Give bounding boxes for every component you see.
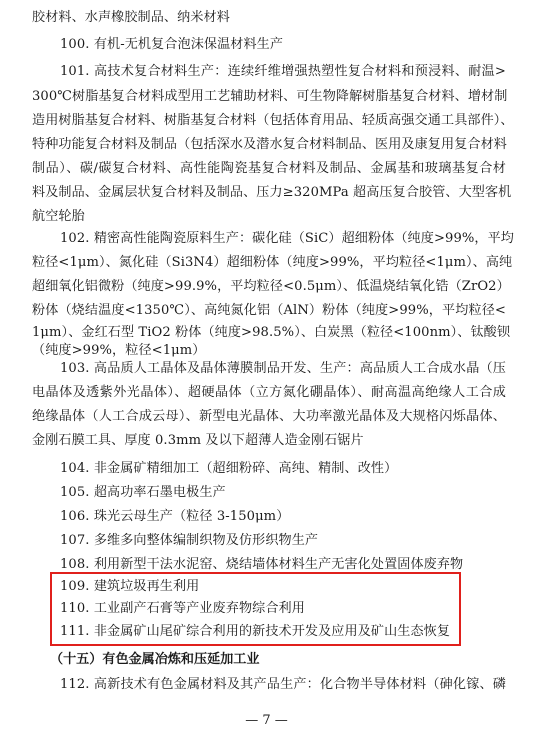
item-102-line-3: 超细氧化铝微粉（纯度>99.9%，平均粒径<0.5μm）、低温烧结氧化锆（ZrO2） (32, 279, 510, 294)
item-103-line-4: 金刚石膜工具、厚度 0.3mm 及以下超薄人造金刚石锯片 (32, 433, 364, 448)
item-102-line-5: 1μm）、金红石型 TiO2 粉体（纯度>98.5%）、白炭黑（粒径<100nm）、钛酸钡 (32, 325, 511, 340)
item-108: 108. 利用新型干法水泥窑、烧结墙体材料生产无害化处置固体废弃物 (60, 557, 464, 572)
item-100: 100. 有机-无机复合泡沫保温材料生产 (60, 37, 284, 52)
item-101-line-4: 特种功能复合材料及制品（包括深水及潜水复合材料制品、医用及康复用复合材料 (32, 137, 507, 152)
text-line-1: 胶材料、水声橡胶制品、纳米材料 (32, 10, 230, 25)
item-110: 110. 工业副产石膏等产业废弃物综合利用 (60, 601, 305, 616)
item-101-line-6: 料及制品、金属层状复合材料及制品、压力≥320MPa 超高压复合胶管、大型客机 (32, 185, 512, 200)
item-101-line-5: 制品）、碳/碳复合材料、高性能陶瓷基复合材料及制品、金属基和玻璃基复合材 (32, 161, 506, 176)
item-102-line-4: 粉体（烧结温度<1350℃）、高纯氮化铝（AlN）粉体（纯度>99%，平均粒径< (32, 303, 506, 318)
item-101-line-7: 航空轮胎 (32, 209, 85, 224)
item-106: 106. 珠光云母生产（粒径 3-150μm） (60, 509, 290, 524)
item-102-line-2: 粒径<1μm）、氮化硅（Si3N4）超细粉体（纯度>99%，平均粒径<1μm）、高纯 (32, 255, 513, 270)
item-102-line-6: （纯度>99%，粒径<1μm） (32, 343, 206, 358)
item-111: 111. 非金属矿山尾矿综合利用的新技术开发及应用及矿山生态恢复 (60, 624, 451, 639)
item-103-line-3: 绝缘晶体（人工合成云母）、新型电光晶体、大功率激光晶体及大规格闪烁晶体、 (32, 409, 506, 424)
item-103-line-1: 103. 高品质人工晶体及晶体薄膜制品开发、生产：高品质人工合成水晶（压 (60, 361, 506, 376)
item-104: 104. 非金属矿精细加工（超细粉碎、高纯、精制、改性） (60, 461, 398, 476)
item-101-line-1: 101. 高技术复合材料生产：连续纤维增强热塑性复合材料和预浸料、耐温> (60, 64, 506, 79)
item-103-line-2: 电晶体及透紫外光晶体）、超硬晶体（立方氮化硼晶体）、耐高温高绝缘人工合成 (32, 385, 506, 400)
section-heading: （十五）有色金属冶炼和压延加工业 (50, 652, 260, 667)
item-101-line-3: 造用树脂基复合材料、树脂基复合材料（包括体育用品、轻质高强交通工具部件）、 (32, 113, 514, 128)
page-number: — 7 — (245, 713, 288, 728)
item-102-line-1: 102. 精密高性能陶瓷原料生产：碳化硅（SiC）超细粉体（纯度>99%，平均 (60, 231, 514, 246)
item-107: 107. 多维多向整体编制织物及仿形织物生产 (60, 533, 319, 548)
item-105: 105. 超高功率石墨电极生产 (60, 485, 226, 500)
item-109: 109. 建筑垃圾再生利用 (60, 579, 200, 594)
item-101-line-2: 300℃树脂基复合材料成型用工艺辅助材料、可生物降解树脂基复合材料、增材制 (32, 89, 508, 104)
item-112-line-1: 112. 高新技术有色金属材料及其产品生产：化合物半导体材料（砷化镓、磷 (60, 677, 506, 692)
